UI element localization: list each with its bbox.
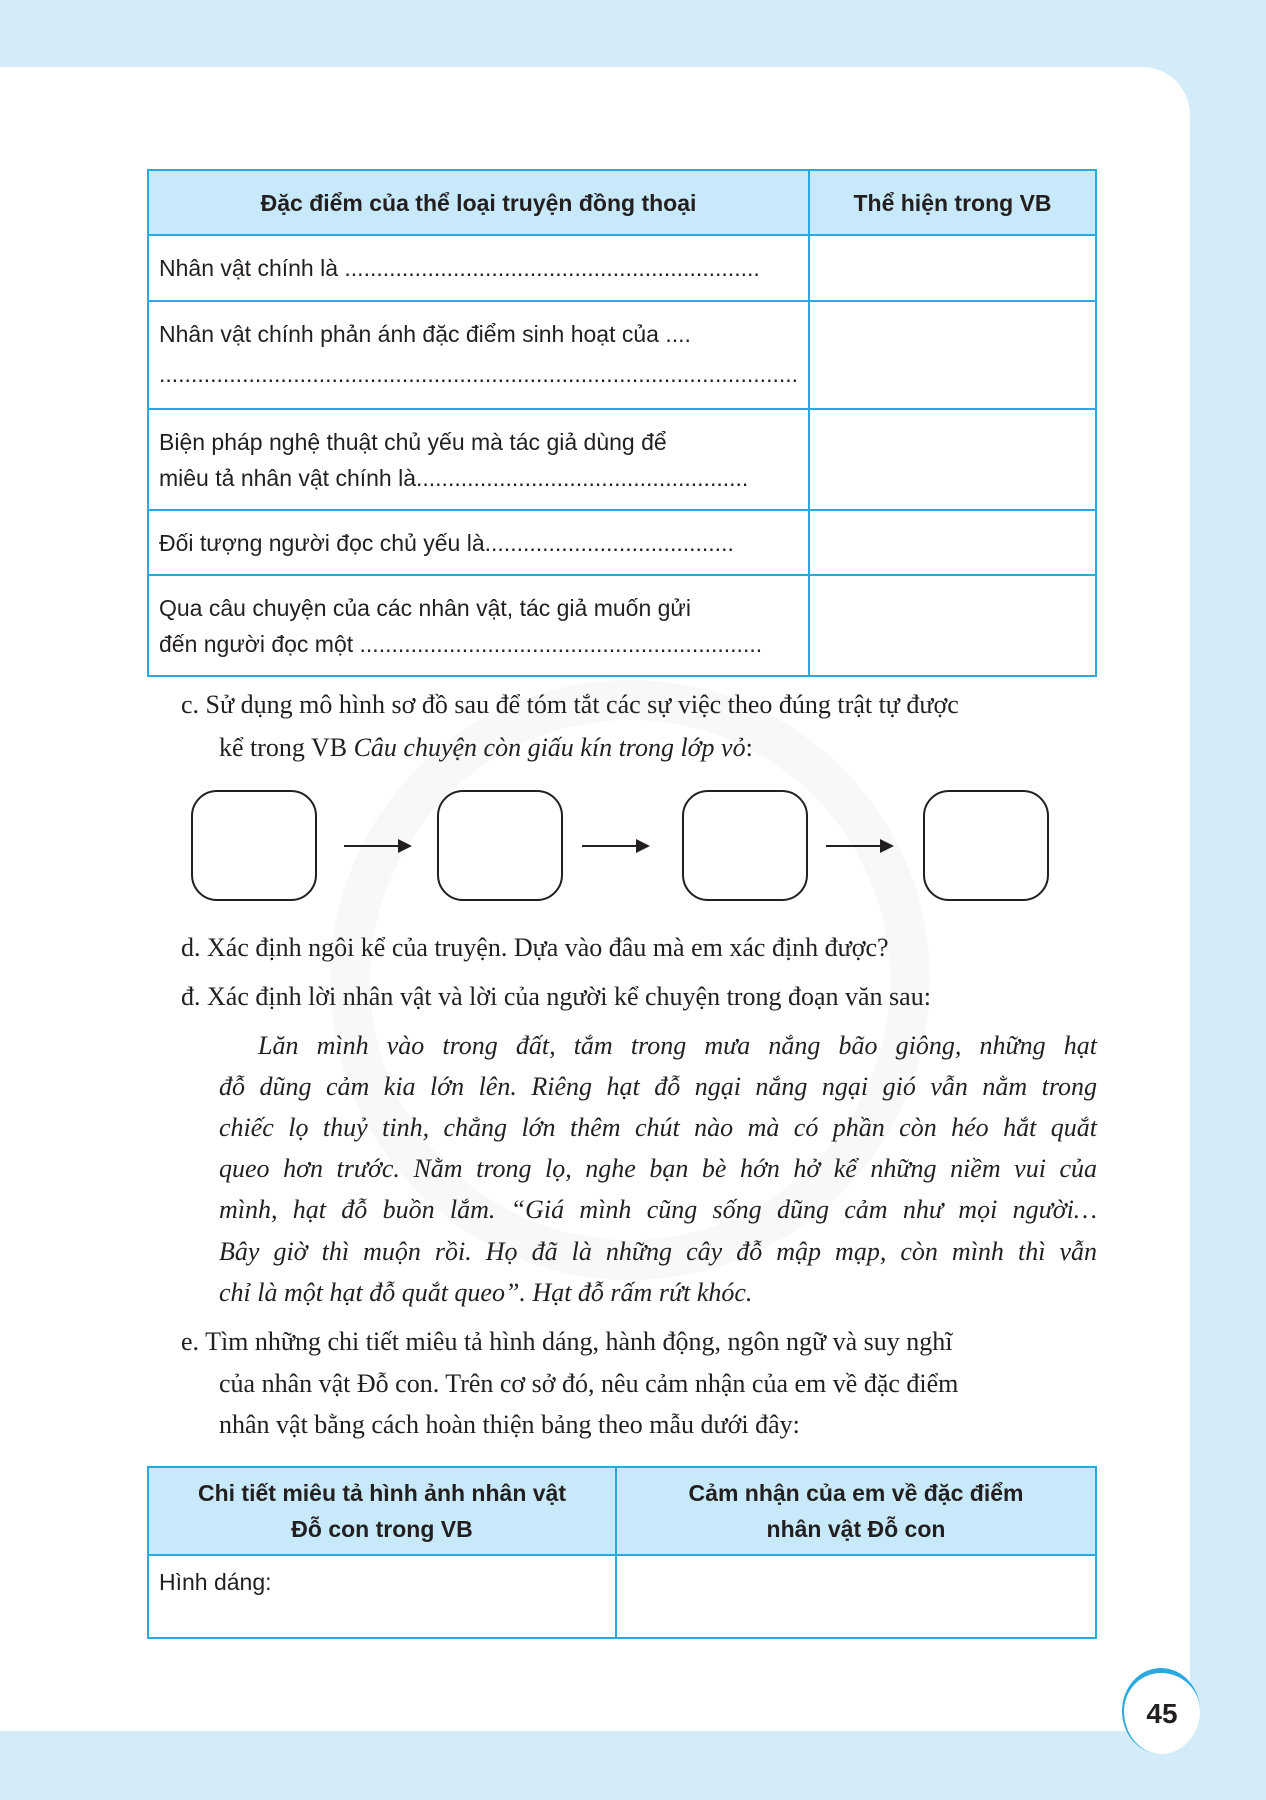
passage-line: chỉ là một hạt đỗ quắt queo”. Hạt đỗ rấm rứt khóc. bbox=[219, 1278, 753, 1307]
header-line: Đỗ con trong VB bbox=[291, 1516, 473, 1542]
table-row bbox=[148, 235, 1096, 301]
header-line: Chi tiết miêu tả hình ảnh nhân vật bbox=[197, 1480, 567, 1506]
answer-cell[interactable] bbox=[809, 235, 1096, 301]
cell-text: Nhân vật chính phản ánh đặc điểm sinh hoạt của .... bbox=[159, 321, 691, 347]
event-box-4[interactable] bbox=[923, 790, 1049, 901]
arrow-icon bbox=[826, 845, 892, 847]
answer-cell[interactable] bbox=[809, 301, 1096, 409]
cell-text: Hình dáng: bbox=[159, 1569, 272, 1595]
event-box-1[interactable] bbox=[191, 790, 317, 901]
section-c-line1: c. Sử dụng mô hình sơ đồ sau để tóm tắt các sự việc theo đúng trật tự được bbox=[181, 690, 959, 719]
passage-line: queo hơn trước. Nằm trong lọ, nghe bạn bè hớn hở kể những niềm vui của bbox=[219, 1154, 1097, 1183]
table-header: Thể hiện trong VB bbox=[809, 170, 1096, 235]
cell-text: Nhân vật chính là ................................................................. bbox=[159, 255, 760, 281]
text: : bbox=[745, 733, 753, 762]
text: kể trong VB bbox=[219, 733, 354, 762]
watermark-logo bbox=[330, 680, 930, 1280]
cell-text: Qua câu chuyện của các nhân vật, tác giả muốn gửi bbox=[159, 595, 691, 621]
cell-text: đến người đọc một ............................................................... bbox=[159, 631, 763, 657]
cell-text: Biện pháp nghệ thuật chủ yếu mà tác giả dùng để bbox=[159, 429, 667, 455]
arrow-icon bbox=[582, 845, 648, 847]
page-number: 45 bbox=[1122, 1668, 1200, 1754]
section-dd: đ. Xác định lời nhân vật và lời của người kể chuyện trong đoạn văn sau: bbox=[181, 982, 931, 1011]
table-row bbox=[148, 575, 1096, 676]
arrow-icon bbox=[344, 845, 410, 847]
section-e-line: nhân vật bằng cách hoàn thiện bảng theo mẫu dưới đây: bbox=[219, 1410, 800, 1439]
table-row bbox=[148, 409, 1096, 510]
section-d: d. Xác định ngôi kể của truyện. Dựa vào đâu mà em xác định được? bbox=[181, 933, 889, 962]
section-e-line: e. Tìm những chi tiết miêu tả hình dáng, hành động, ngôn ngữ và suy nghĩ bbox=[181, 1327, 953, 1356]
character-details-table bbox=[147, 1466, 1097, 1639]
passage-line: Bây giờ thì muộn rồi. Họ đã là những cây đỗ mập mạp, còn mình thì vẫn bbox=[219, 1237, 1097, 1266]
cell-text: .................................................................................................... bbox=[159, 361, 799, 387]
table-header bbox=[148, 1467, 616, 1555]
answer-cell[interactable] bbox=[809, 510, 1096, 575]
event-box-3[interactable] bbox=[682, 790, 808, 901]
header-line: Cảm nhận của em về đặc điểm bbox=[688, 1480, 1024, 1506]
table-row bbox=[148, 1555, 1096, 1638]
passage-line: Lăn mình vào trong đất, tắm trong mưa nắng bão giông, những hạt bbox=[258, 1031, 1097, 1060]
table-row bbox=[148, 510, 1096, 575]
passage-line: chiếc lọ thuỷ tinh, chẳng lớn thêm chút nào mà có phần còn héo hắt quắt bbox=[219, 1113, 1097, 1142]
cell-text: miêu tả nhân vật chính là.................................................... bbox=[159, 465, 749, 491]
section-e-line: của nhân vật Đỗ con. Trên cơ sở đó, nêu cảm nhận của em về đặc điểm bbox=[219, 1369, 959, 1398]
header-line: nhân vật Đỗ con bbox=[766, 1516, 946, 1542]
passage-line: mình, hạt đỗ buồn lắm. “Giá mình cũng sống dũng cảm như mọi người… bbox=[219, 1195, 1097, 1224]
event-box-2[interactable] bbox=[437, 790, 563, 901]
story-title: Câu chuyện còn giấu kín trong lớp vỏ bbox=[353, 733, 746, 762]
table-row bbox=[148, 301, 1096, 409]
cell-text: Đối tượng người đọc chủ yếu là....................................... bbox=[159, 530, 734, 556]
table-header: Đặc điểm của thể loại truyện đồng thoại bbox=[148, 170, 809, 235]
passage-line: đỗ dũng cảm kia lớn lên. Riêng hạt đỗ ngại nắng ngại gió vẫn nằm trong bbox=[219, 1072, 1097, 1101]
answer-cell[interactable] bbox=[616, 1555, 1096, 1638]
genre-features-table bbox=[147, 169, 1097, 677]
answer-cell[interactable] bbox=[809, 575, 1096, 676]
section-c-line2 bbox=[219, 733, 753, 763]
answer-cell[interactable] bbox=[809, 409, 1096, 510]
table-header bbox=[616, 1467, 1096, 1555]
